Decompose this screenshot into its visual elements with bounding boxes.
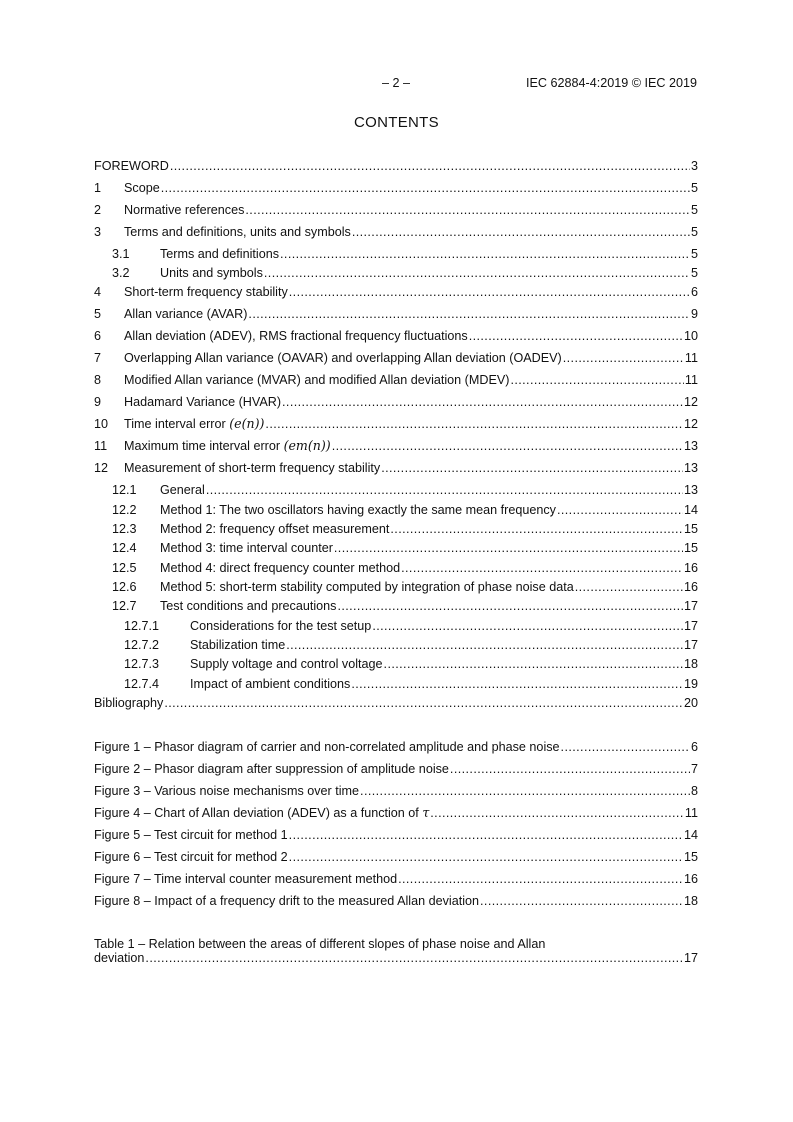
toc-title: Test conditions and precautions (160, 599, 337, 613)
toc-title: Allan deviation (ADEV), RMS fractional frequency fluctuations (124, 329, 468, 343)
dot-leader (372, 618, 683, 634)
figure-title: Figure 4 – Chart of Allan deviation (ADEV) as a function of (94, 806, 419, 820)
toc-page: 16 (683, 580, 698, 594)
figure-page: 7 (690, 762, 698, 776)
dot-leader (245, 202, 690, 218)
dot-leader (286, 637, 683, 653)
toc-number: 12.3 (112, 522, 137, 536)
toc-entry-method-3[interactable] (94, 540, 698, 556)
toc-entry-normative-references[interactable] (94, 202, 698, 218)
toc-title: Maximum time interval error (124, 439, 281, 453)
toc-number: 7 (94, 351, 102, 365)
toc-entry-maximum-time-interval-error[interactable] (94, 438, 698, 454)
toc-entry-considerations-test-setup[interactable] (94, 618, 698, 634)
toc-title: Method 3: time interval counter (160, 541, 333, 555)
table-page: 17 (683, 951, 698, 965)
document-code-header: IEC 62884-4:2019 © IEC 2019 (525, 76, 697, 90)
figure-title: Figure 7 – Time interval counter measurement method (94, 872, 398, 886)
dot-leader (351, 676, 683, 692)
figure-page: 11 (684, 806, 698, 820)
page-number-header: – 2 – (381, 76, 410, 90)
toc-number: 12.7 (112, 599, 137, 613)
dot-leader (170, 158, 690, 174)
figure-entry-8[interactable] (94, 893, 698, 909)
toc-number: 1 (94, 181, 102, 195)
dot-leader (265, 416, 683, 432)
toc-entry-short-term-frequency-stability[interactable] (94, 284, 698, 300)
figure-entry-4[interactable] (94, 805, 698, 821)
toc-title: Method 2: frequency offset measurement (160, 522, 390, 536)
dot-leader (334, 540, 683, 556)
toc-number: 12.1 (112, 483, 137, 497)
figure-entry-1[interactable] (94, 739, 698, 755)
toc-title: Method 4: direct frequency counter method (160, 561, 401, 575)
figure-math-symbol (419, 805, 429, 821)
dot-leader (206, 482, 683, 498)
figure-entry-5[interactable] (94, 827, 698, 843)
toc-number: 3 (94, 225, 102, 239)
dot-leader (289, 849, 683, 865)
dot-leader (390, 521, 683, 537)
toc-page: 16 (683, 561, 698, 575)
toc-title: Terms and definitions (160, 247, 280, 261)
figure-page: 8 (690, 784, 698, 798)
toc-entry-ambient-conditions[interactable] (94, 676, 698, 692)
dot-leader (480, 893, 683, 909)
figure-title: Figure 3 – Various noise mechanisms over time (94, 784, 360, 798)
toc-page: 11 (684, 351, 698, 365)
dot-leader (164, 695, 683, 711)
toc-page: 10 (683, 329, 698, 343)
dot-leader (469, 328, 683, 344)
toc-entry-scope[interactable] (94, 180, 698, 196)
toc-page: 3 (690, 159, 698, 173)
dot-leader (575, 579, 683, 595)
toc-title: General (160, 483, 205, 497)
toc-page: 13 (683, 439, 698, 453)
figure-title: Figure 5 – Test circuit for method 1 (94, 828, 288, 842)
toc-number: 10 (94, 417, 109, 431)
toc-title: Overlapping Allan variance (OAVAR) and overlapping Allan deviation (OADEV) (124, 351, 562, 365)
dot-leader (332, 438, 683, 454)
toc-page: 19 (683, 677, 698, 691)
toc-title: Modified Allan variance (MVAR) and modified Allan deviation (MDEV) (124, 373, 510, 387)
toc-entry-terms-and-definitions[interactable] (94, 246, 698, 262)
toc-number: 12.2 (112, 503, 137, 517)
toc-title: Method 1: The two oscillators having exactly the same mean frequency (160, 503, 556, 517)
toc-title: Time interval error (124, 417, 226, 431)
toc-page: 15 (683, 541, 698, 555)
figure-entry-3[interactable] (94, 783, 698, 799)
toc-number: 5 (94, 307, 102, 321)
dot-leader (398, 871, 683, 887)
toc-entry-allan-variance[interactable] (94, 306, 698, 322)
toc-title: Short-term frequency stability (124, 285, 288, 299)
toc-number: 12.6 (112, 580, 137, 594)
toc-entry-allan-deviation[interactable] (94, 328, 698, 344)
toc-number: 11 (94, 439, 108, 453)
toc-page: 17 (683, 619, 698, 633)
toc-title: Impact of ambient conditions (190, 677, 351, 691)
toc-page: 5 (690, 203, 698, 217)
dot-leader (430, 805, 684, 821)
figure-title: Figure 1 – Phasor diagram of carrier and non-correlated amplitude and phase noise (94, 740, 560, 754)
dot-leader (161, 180, 690, 196)
toc-page: 18 (683, 657, 698, 671)
toc-page: 5 (690, 247, 698, 261)
toc-title: Allan variance (AVAR) (124, 307, 248, 321)
toc-page: 5 (690, 181, 698, 195)
figure-entry-2[interactable] (94, 761, 698, 777)
dot-leader (248, 306, 690, 322)
tau-symbol: τ (422, 805, 430, 820)
toc-entry-foreword[interactable] (94, 158, 698, 174)
dot-leader (145, 951, 683, 965)
dot-leader (450, 761, 690, 777)
toc-page: 5 (690, 225, 698, 239)
toc-title: Hadamard Variance (HVAR) (124, 395, 282, 409)
toc-title: Stabilization time (190, 638, 286, 652)
toc-title: Bibliography (94, 696, 164, 710)
dot-leader (561, 739, 690, 755)
toc-page: 17 (683, 599, 698, 613)
toc-entry-method-1[interactable] (94, 502, 698, 518)
figure-page: 14 (683, 828, 698, 842)
figure-title: Figure 8 – Impact of a frequency drift to the measured Allan deviation (94, 894, 480, 908)
toc-title: Method 5: short-term stability computed by integration of phase noise data (160, 580, 574, 594)
toc-page: 9 (690, 307, 698, 321)
dot-leader (563, 350, 684, 366)
table-title-line1: Table 1 – Relation between the areas of different slopes of phase noise and Allan (94, 937, 546, 951)
table-entry-1[interactable] (94, 937, 698, 965)
figure-entry-7[interactable] (94, 871, 698, 887)
toc-title: Measurement of short-term frequency stability (124, 461, 381, 475)
dot-leader (289, 827, 683, 843)
toc-number: 12.7.4 (124, 677, 160, 691)
dot-leader (381, 460, 683, 476)
toc-entry-general[interactable] (94, 482, 698, 498)
toc-entry-method-2[interactable] (94, 521, 698, 537)
figure-page: 6 (690, 740, 698, 754)
toc-number: 12.5 (112, 561, 137, 575)
toc-entry-hadamard-variance[interactable] (94, 394, 698, 410)
toc-title: Units and symbols (160, 266, 263, 280)
dot-leader (557, 502, 683, 518)
dot-leader (289, 284, 690, 300)
toc-page: 17 (683, 638, 698, 652)
figure-title: Figure 6 – Test circuit for method 2 (94, 850, 288, 864)
dot-leader (282, 394, 683, 410)
dot-leader (510, 372, 683, 388)
toc-title: Scope (124, 181, 160, 195)
toc-page: 13 (683, 461, 698, 475)
toc-number: 3.1 (112, 247, 130, 261)
dot-leader (384, 656, 683, 672)
toc-entry-test-conditions[interactable] (94, 598, 698, 614)
math-expression: (em(n)) (283, 438, 331, 453)
toc-number: 12.7.1 (124, 619, 160, 633)
figure-page: 18 (683, 894, 698, 908)
toc-number: 12.7.3 (124, 657, 160, 671)
toc-number: 2 (94, 203, 102, 217)
toc-page: 13 (683, 483, 698, 497)
toc-entry-modified-allan-variance[interactable] (94, 372, 698, 388)
toc-page: 14 (683, 503, 698, 517)
dot-leader (352, 224, 690, 240)
toc-page: 12 (683, 395, 698, 409)
toc-number: 12.4 (112, 541, 137, 555)
toc-page: 15 (683, 522, 698, 536)
dot-leader (280, 246, 690, 262)
toc-number: 12.7.2 (124, 638, 160, 652)
contents-title: CONTENTS (354, 114, 439, 131)
toc-entry-overlapping-allan-variance[interactable] (94, 350, 698, 366)
toc-page: 20 (683, 696, 698, 710)
toc-entry-units-and-symbols[interactable] (94, 265, 698, 281)
toc-page: 11 (684, 373, 698, 387)
toc-number: 9 (94, 395, 102, 409)
toc-entry-bibliography[interactable] (94, 695, 698, 711)
dot-leader (360, 783, 690, 799)
table-title-line2-row (94, 951, 698, 965)
toc-entry-measurement-short-term[interactable] (94, 460, 698, 476)
toc-title: Supply voltage and control voltage (190, 657, 383, 671)
figure-entry-6[interactable] (94, 849, 698, 865)
toc-entry-method-4[interactable] (94, 560, 698, 576)
toc-math-symbol (226, 416, 265, 432)
toc-entry-method-5[interactable] (94, 579, 698, 595)
toc-entry-supply-voltage[interactable] (94, 656, 698, 672)
toc-page: 12 (683, 417, 698, 431)
figure-page: 16 (683, 872, 698, 886)
toc-number: 3.2 (112, 266, 130, 280)
table-title-line2: deviation (94, 951, 145, 965)
math-expression: (e(n)) (229, 416, 265, 431)
dot-leader (264, 265, 690, 281)
toc-page: 5 (690, 266, 698, 280)
toc-entry-time-interval-error[interactable] (94, 416, 698, 432)
toc-entry-stabilization-time[interactable] (94, 637, 698, 653)
toc-entry-terms-definitions-units[interactable] (94, 224, 698, 240)
toc-number: 4 (94, 285, 102, 299)
toc-number: 12 (94, 461, 109, 475)
toc-page: 6 (690, 285, 698, 299)
toc-number: 8 (94, 373, 102, 387)
toc-title: FOREWORD (94, 159, 169, 173)
toc-title: Terms and definitions, units and symbols (124, 225, 351, 239)
toc-number: 6 (94, 329, 102, 343)
toc-title: Normative references (124, 203, 245, 217)
dot-leader (401, 560, 683, 576)
figure-page: 15 (683, 850, 698, 864)
dot-leader (337, 598, 683, 614)
toc-math-symbol (280, 438, 331, 454)
figure-title: Figure 2 – Phasor diagram after suppression of amplitude noise (94, 762, 449, 776)
toc-title: Considerations for the test setup (190, 619, 372, 633)
